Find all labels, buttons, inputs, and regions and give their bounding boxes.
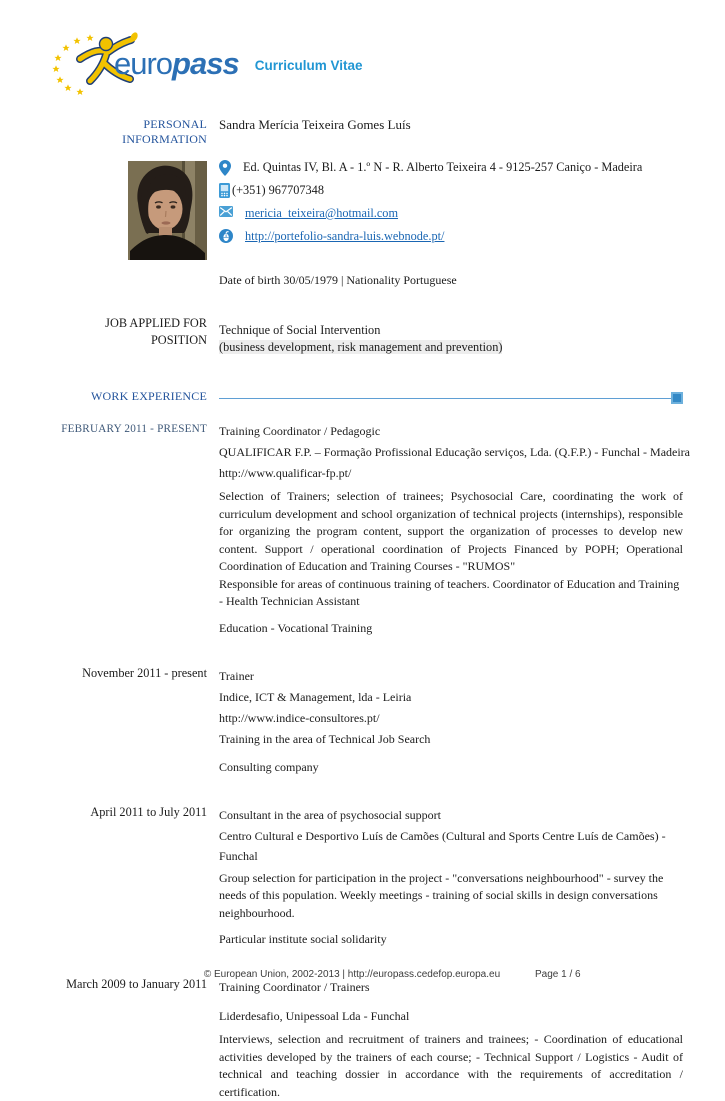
work-entry xyxy=(0,805,725,949)
entry-url: http://www.indice-consultores.pt/ xyxy=(219,710,380,725)
entry-sector: Particular institute social solidarity xyxy=(219,932,387,946)
section-label-personal-information: PERSONAL INFORMATION xyxy=(122,117,207,146)
entry-sector: Education - Vocational Training xyxy=(219,620,373,635)
email-link[interactable]: mericia_teixeira@hotmail.com xyxy=(245,206,399,220)
document-type-label: Curriculum Vitae xyxy=(254,57,363,73)
logo-pass: pass xyxy=(172,45,239,81)
entry-employer: Liderdesafio, Unipessoal Lda - Funchal xyxy=(219,1009,410,1023)
website-line xyxy=(219,225,683,248)
entry-url: http://www.qualificar-fp.pt/ xyxy=(219,466,352,480)
europass-logo xyxy=(40,33,239,93)
contact-block xyxy=(219,156,683,260)
entry-role: Training Coordinator / Pedagogic xyxy=(219,424,381,438)
entry-period: FEBRUARY 2011 - PRESENT xyxy=(61,423,207,435)
work-entry xyxy=(0,421,725,637)
entry-description: Group selection for participation in the project - "conversations neighbourhood" - survey the needs of this population. Weekly meetings - training of social skills in design conversations neighbourhood. xyxy=(219,870,664,920)
page-footer xyxy=(0,969,725,989)
work-entry xyxy=(0,977,725,1101)
phone-line xyxy=(219,179,683,202)
address-text: Ed. Quintas IV, Bl. A - 1.º N - R. Alberto Teixeira 4 - 9125-257 Caniço - Madeira xyxy=(243,160,643,174)
section-rule-square xyxy=(671,392,683,404)
footer-copyright: © European Union, 2002-2013 | http://europass.cedefop.europa.eu xyxy=(203,969,501,980)
entry-employer: Indice, ICT & Management, lda - Leiria xyxy=(219,689,412,704)
entry-description-2: Responsible for areas of continuous training of teachers. Coordinator of Education and Training - Health Technician Assistant xyxy=(219,576,680,608)
mobile-phone-icon xyxy=(219,183,230,198)
email-line xyxy=(219,202,683,225)
entry-period: April 2011 to July 2011 xyxy=(90,804,207,819)
location-pin-icon xyxy=(219,160,231,176)
envelope-icon xyxy=(219,206,233,217)
entry-employer: QUALIFICAR F.P. – Formação Profissional Educação serviços, Lda. (Q.F.P.) - Funchal - Madeira xyxy=(219,445,690,459)
address-line xyxy=(219,156,683,179)
website-link[interactable]: http://portefolio-sandra-luis.webnode.pt/ xyxy=(245,229,445,243)
entry-employer: Centro Cultural e Desportivo Luís de Camões (Cultural and Sports Centre Luís de Camões) - Funchal xyxy=(219,828,666,863)
job-applied-subtitle: (business development, risk management and prevention) xyxy=(219,340,503,354)
entry-period: March 2009 to January 2011 xyxy=(66,977,207,991)
work-entry xyxy=(0,666,725,776)
birth-nationality-line: Date of birth 30/05/1979 | Nationality Portuguese xyxy=(219,273,457,287)
logo-euro: euro xyxy=(114,45,173,81)
section-label-job-applied: JOB APPLIED FOR POSITION xyxy=(105,316,207,347)
profile-photo xyxy=(128,161,207,260)
entry-role: Consultant in the area of psychosocial support xyxy=(219,807,441,822)
section-rule xyxy=(219,398,683,399)
page-header xyxy=(0,0,725,93)
globe-mouse-icon xyxy=(219,229,233,243)
entry-period: November 2011 - present xyxy=(82,665,207,680)
entry-description: Training in the area of Technical Job Search xyxy=(219,731,431,746)
footer-page-number: Page 1 / 6 xyxy=(535,969,581,980)
person-name: Sandra Merícia Teixeira Gomes Luís xyxy=(219,117,411,132)
section-label-work-experience: WORK EXPERIENCE xyxy=(91,389,207,403)
phone-number: (+351) 967707348 xyxy=(232,183,324,197)
entry-sector: Consulting company xyxy=(219,759,319,774)
entry-role: Training Coordinator / Trainers xyxy=(219,980,370,994)
entry-role: Trainer xyxy=(219,668,254,683)
entry-description: Selection of Trainers; selection of trainees; Psychosocial Care, coordinating the work of curriculum development and school organization of technical projects (internships), responsible for organizing the program content, support the organization of processes to develop new content. Support / operational coordination of Projects Financed by POPH; Operational Coordination of Education and Training Courses - "RUMOS" xyxy=(219,489,683,573)
europass-wordmark xyxy=(114,45,239,81)
entry-description: Interviews, selection and recruitment of trainers and trainees; - Coordination of educational activities developed by the trainers of each course; - Technical Support / Logistics - Audit of technical and teaching dossier in accordance with the requirements of accreditation / certification. xyxy=(219,1032,683,1099)
job-applied-title: Technique of Social Intervention xyxy=(219,323,381,337)
